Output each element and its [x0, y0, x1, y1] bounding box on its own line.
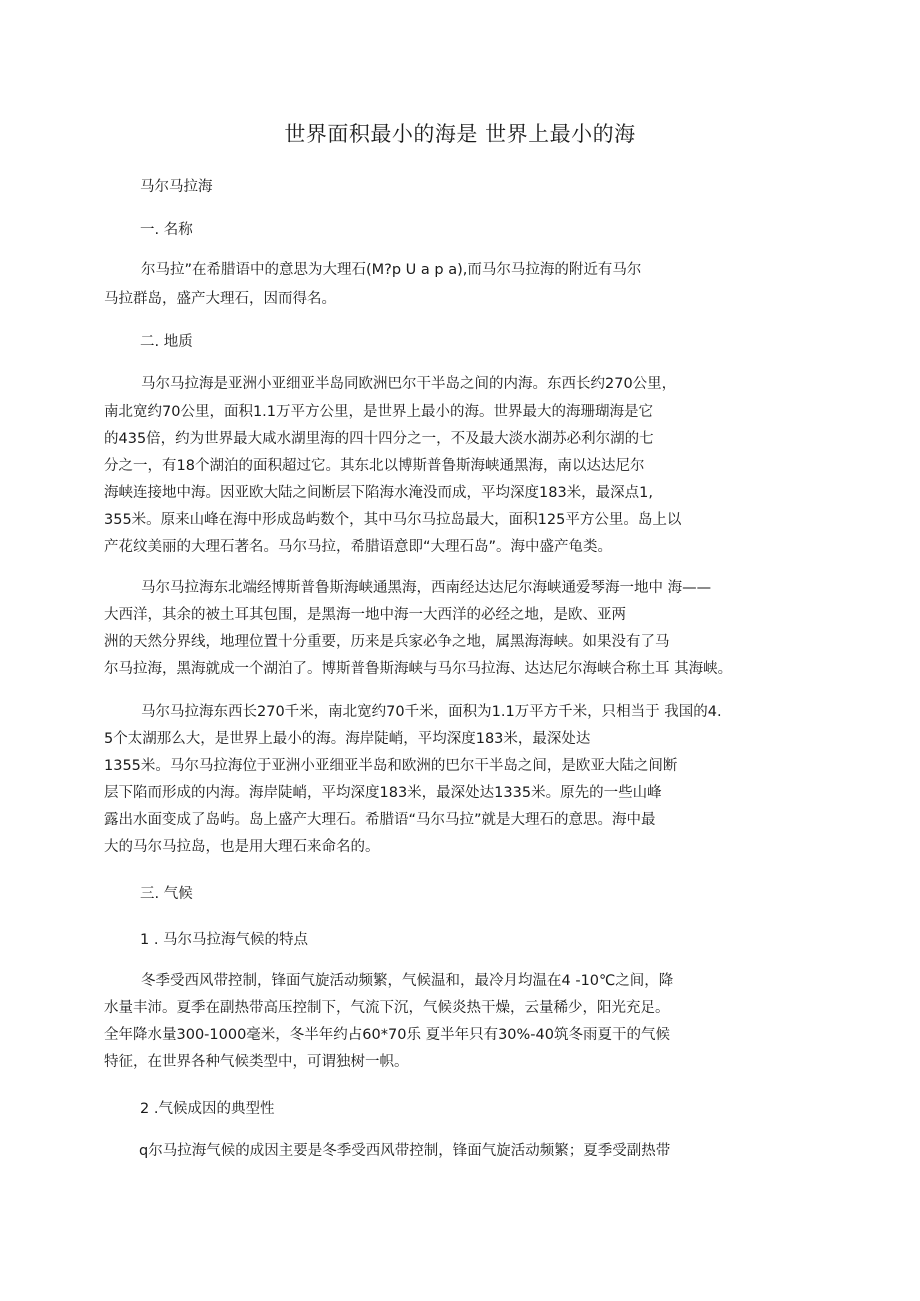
text-line: 大的马尔马拉岛，也是用大理石来命名的。	[104, 839, 380, 855]
section-heading-name: 一. 名称	[140, 222, 193, 238]
text-line: 露出水面变成了岛屿。岛上盛产大理石。希腊语“马尔马拉”就是大理石的意思。海中最	[104, 812, 656, 828]
subtitle: 马尔马拉海	[140, 179, 213, 195]
text-line: 层下陷而形成的内海。海岸陡峭，平均深度183米，最深处达1335米。原先的一些山峰	[104, 785, 662, 801]
text-line: 产花纹美丽的大理石著名。马尔马拉，希腊语意即“大理石岛”。海中盛产龟类。	[104, 539, 613, 555]
text-line: 全年降水量300-1000毫米，冬半年约占60*70乐 夏半年只有30%-40筑冬雨夏干的气候	[104, 1027, 670, 1043]
text-line: 分之一，有18个湖泊的面积超过它。其东北以博斯普鲁斯海峡通黑海，南以达达尼尔	[104, 458, 645, 474]
text-line: 海峡连接地中海。因亚欧大陆之间断层下陷海水淹没而成，平均深度183米，最深点1,	[104, 485, 654, 501]
section-heading-geology: 二. 地质	[140, 334, 193, 350]
text-line: q尔马拉海气候的成因主要是冬季受西风带控制，锋面气旋活动频繁；夏季受副热带	[139, 1143, 671, 1159]
text-line: 特征，在世界各种气候类型中，可谓独树一帜。	[104, 1054, 409, 1070]
text-line: 冬季受西风带控制，锋面气旋活动频繁，气候温和，最冷月均温在4 -10℃之间，降	[141, 973, 674, 989]
text-line: 洲的天然分界线，地理位置十分重要，历来是兵家必争之地，属黑海海峡。如果没有了马	[104, 634, 670, 650]
text-line: 马尔马拉海东西长270千米，南北宽约70千米，面积为1.1万平方千米，只相当于 我国的4.	[141, 704, 722, 720]
text-line: 马拉群岛，盛产大理石，因而得名。	[104, 291, 336, 307]
text-line: 1355米。马尔马拉海位于亚洲小亚细亚半岛和欧洲的巴尔干半岛之间，是欧亚大陆之间断	[104, 758, 678, 774]
text-line: 大西洋，其余的被土耳其包围，是黑海一地中海一大西洋的必经之地，是欧、亚两	[104, 607, 626, 623]
text-line: 5个太湖那么大，是世界上最小的海。海岸陡峭，平均深度183米，最深处达	[104, 731, 591, 747]
section-heading-climate: 三. 气候	[140, 886, 193, 902]
text-line: 马尔马拉海是亚洲小亚细亚半岛同欧洲巴尔干半岛之间的内海。东西长约270公里，	[141, 376, 677, 392]
subsection-heading-causes: 2 .气候成因的典型性	[140, 1101, 275, 1117]
page-title: 世界面积最小的海是 世界上最小的海	[284, 122, 636, 146]
text-line: 南北宽约70公里，面积1.1万平方公里，是世界上最小的海。世界最大的海珊瑚海是它	[104, 404, 654, 420]
text-line: 尔马拉”在希腊语中的意思为大理石(M?p U a p a),而马尔马拉海的附近有马尔	[141, 262, 642, 278]
text-line: 的435倍，约为世界最大咸水湖里海的四十四分之一，不及最大淡水湖苏必利尔湖的七	[104, 431, 654, 447]
text-line: 马尔马拉海东北端经博斯普鲁斯海峡通黑海，西南经达达尼尔海峡通爱琴海一地中 海——	[141, 580, 712, 596]
text-line: 355米。原来山峰在海中形成岛屿数个，其中马尔马拉岛最大，面积125平方公里。岛上以	[104, 512, 682, 528]
text-line: 尔马拉海，黑海就成一个湖泊了。博斯普鲁斯海峡与马尔马拉海、达达尼尔海峡合称土耳 其海峡。	[104, 661, 733, 677]
text-line: 水量丰沛。夏季在副热带高压控制下，气流下沉，气候炎热干燥，云量稀少，阳光充足。	[104, 1000, 670, 1016]
subsection-heading-features: 1 . 马尔马拉海气候的特点	[140, 932, 309, 948]
